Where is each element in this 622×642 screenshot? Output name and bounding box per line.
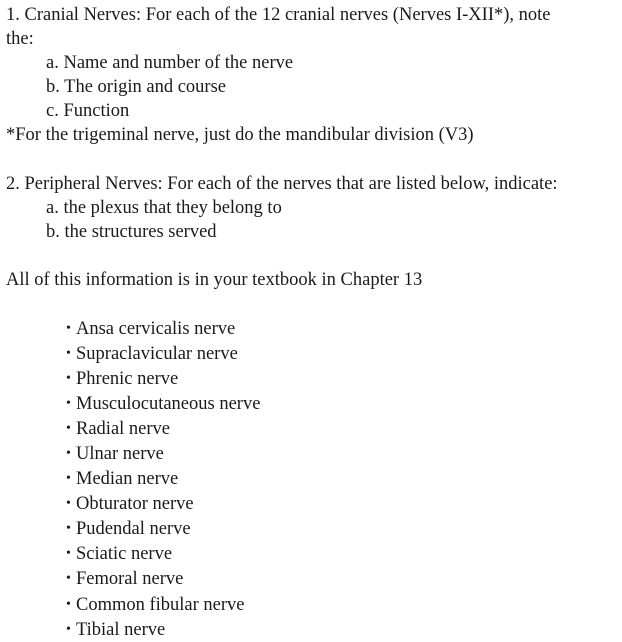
bullet-icon: • xyxy=(66,621,71,637)
list-item xyxy=(66,441,260,466)
bullet-icon: • xyxy=(66,345,71,361)
nerve-name: Supraclavicular nerve xyxy=(76,343,238,364)
list-item xyxy=(66,567,260,592)
bullet-icon: • xyxy=(66,471,71,487)
section1-intro-line1: 1. Cranial Nerves: For each of the 12 cranial nerves (Nerves I-XII*), note xyxy=(6,5,551,25)
list-item xyxy=(66,492,260,517)
nerve-name: Ansa cervicalis nerve xyxy=(76,318,236,339)
list-item xyxy=(66,391,260,416)
section1-item-c: c. Function xyxy=(46,101,130,121)
nerve-name: Phrenic nerve xyxy=(76,368,179,389)
nerve-name: Sciatic nerve xyxy=(76,544,173,565)
section2-item-a: a. the plexus that they belong to xyxy=(46,198,282,218)
section2-item-b: b. the structures served xyxy=(46,222,217,242)
list-item xyxy=(66,592,260,617)
list-item xyxy=(66,316,260,341)
nerve-name: Ulnar nerve xyxy=(76,444,164,465)
list-item xyxy=(66,542,260,567)
bullet-icon: • xyxy=(66,496,71,512)
nerve-name: Pudendal nerve xyxy=(76,519,191,540)
nerve-name: Common fibular nerve xyxy=(76,594,245,615)
bullet-icon: • xyxy=(66,420,71,436)
bullet-icon: • xyxy=(66,571,71,587)
section1-intro-line2: the: xyxy=(6,29,34,49)
nerve-name: Radial nerve xyxy=(76,418,170,439)
bullet-icon: • xyxy=(66,596,71,612)
bullet-icon: • xyxy=(66,395,71,411)
nerve-list xyxy=(66,316,260,642)
nerve-name: Femoral nerve xyxy=(76,569,184,590)
nerve-name: Musculocutaneous nerve xyxy=(76,393,261,414)
section1-note: *For the trigeminal nerve, just do the mandibular division (V3) xyxy=(6,125,474,145)
nerve-name: Median nerve xyxy=(76,469,179,490)
nerve-name: Obturator nerve xyxy=(76,494,194,515)
bullet-icon: • xyxy=(66,521,71,537)
list-item xyxy=(66,416,260,441)
nerve-name: Tibial nerve xyxy=(76,619,166,640)
list-item xyxy=(66,341,260,366)
info-line: All of this information is in your textbook in Chapter 13 xyxy=(6,270,423,290)
bullet-icon: • xyxy=(66,320,71,336)
section1-item-a: a. Name and number of the nerve xyxy=(46,53,294,73)
section1-item-b: b. The origin and course xyxy=(46,77,226,97)
section2-intro: 2. Peripheral Nerves: For each of the nerves that are listed below, indicate: xyxy=(6,174,558,194)
list-item xyxy=(66,467,260,492)
bullet-icon: • xyxy=(66,546,71,562)
list-item xyxy=(66,617,260,642)
list-item xyxy=(66,517,260,542)
bullet-icon: • xyxy=(66,446,71,462)
bullet-icon: • xyxy=(66,370,71,386)
list-item xyxy=(66,366,260,391)
